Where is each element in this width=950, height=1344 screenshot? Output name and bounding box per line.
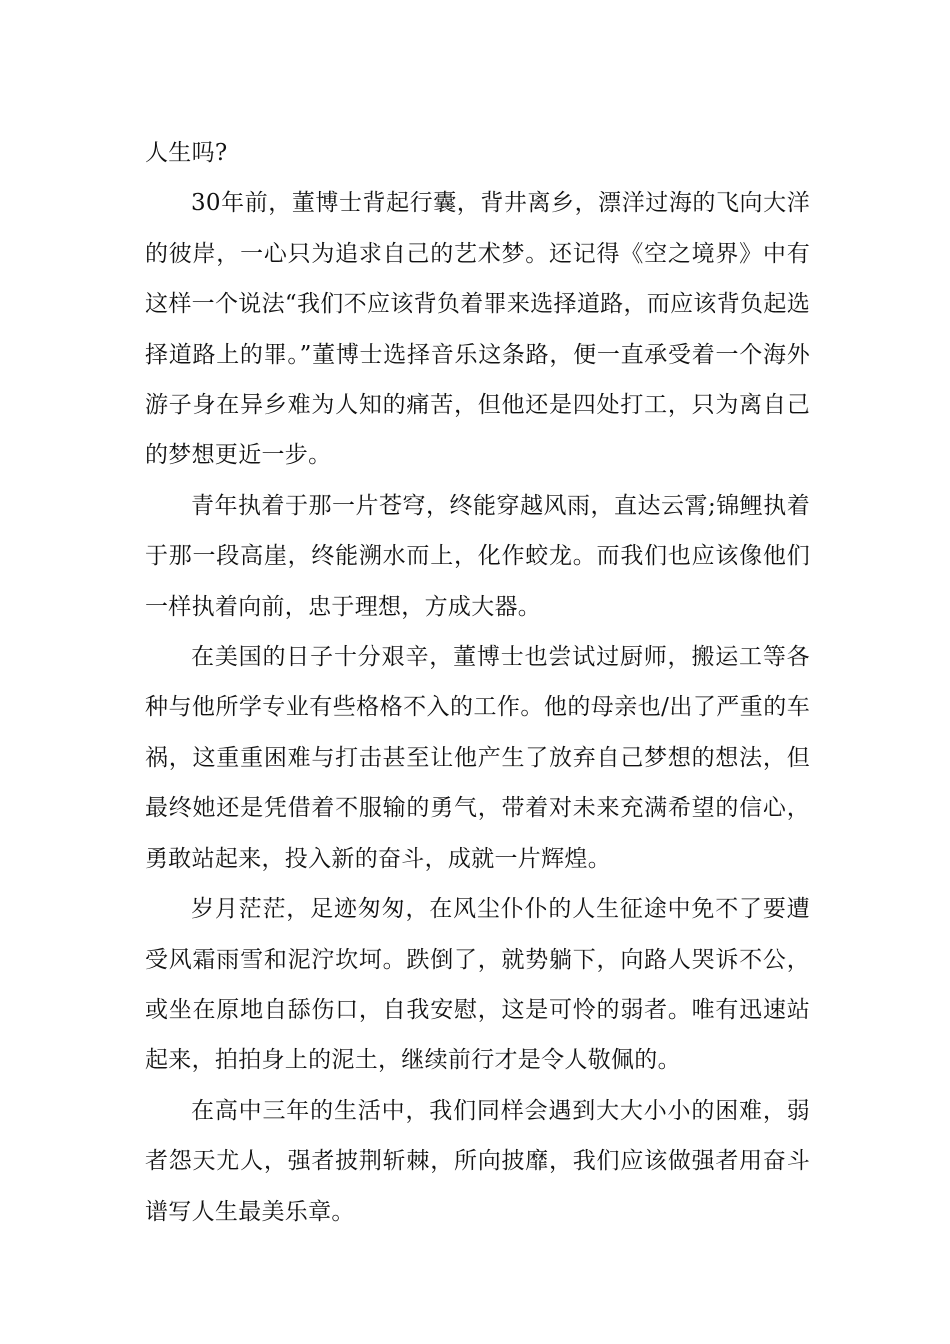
paragraph-dr-dong-journey: 30年前，董博士背起行囊，背井离乡，漂洋过海的飞向大洋的彼岸，一心只为追求自己的艺术梦。还记得《空之境界》中有这样一个说法“我们不应该背负着罪来选择道路，而应该背负起选择道路上的罪。”董博士选择音乐这条路，便一直承受着一个海外游子身在异乡难为人知的痛苦，但他还是四处打工，只为离自己的梦想更近一步。	[145, 190, 810, 469]
paragraph-years-and-footsteps: 岁月茫茫，足迹匆匆，在风尘仆仆的人生征途中免不了要遭受风霜雨雪和泥泞坎坷。跌倒了，就势躺下，向路人哭诉不公，或坐在原地自舔伤口，自我安慰，这是可怜的弱者。唯有迅速站起来，拍拍身上的泥土，继续前行才是令人敬佩的。	[145, 896, 810, 1074]
paragraph-perseverance: 青年执着于那一片苍穹，终能穿越风雨，直达云霄;锦鲤执着于那一段高崖，终能溯水而上，化作蛟龙。而我们也应该像他们一样执着向前，忠于理想，方成大器。	[145, 492, 810, 620]
paragraph-continuation: 人生吗?	[145, 140, 228, 166]
document-body	[145, 128, 810, 1237]
paragraph-hardship-in-america: 在美国的日子十分艰辛，董博士也尝试过厨师，搬运工等各种与他所学专业有些格格不入的工作。他的母亲也/出了严重的车祸，这重重困难与打击甚至让他产生了放弃自己梦想的想法，但最终她还是凭借着不服输的勇气，带着对未来充满希望的信心，勇敢站起来，投入新的奋斗，成就一片辉煌。	[145, 644, 810, 872]
paragraph-high-school-life: 在高中三年的生活中，我们同样会遇到大大小小的困难，弱者怨天尤人，强者披荆斩棘，所向披靡，我们应该做强者用奋斗谱写人生最美乐章。	[145, 1097, 810, 1225]
